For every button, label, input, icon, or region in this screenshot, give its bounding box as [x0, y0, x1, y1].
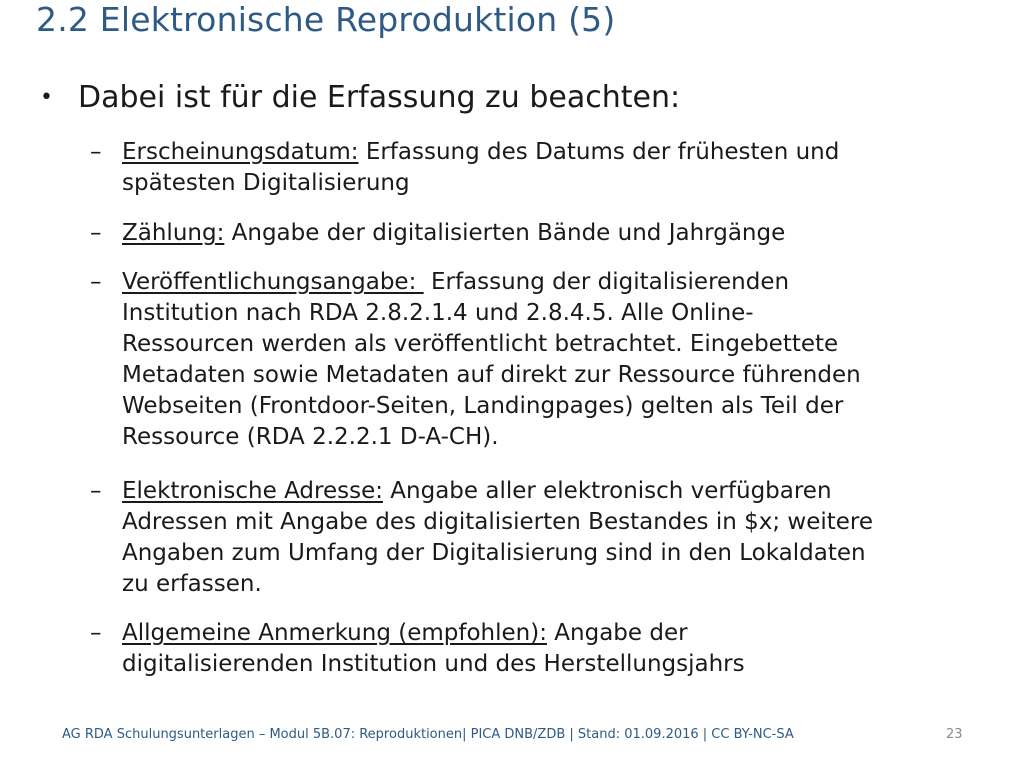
main-point-text: Dabei ist für die Erfassung zu beachten:: [78, 80, 681, 115]
list-item-line: Metadaten sowie Metadaten auf direkt zur Ressource führenden: [122, 362, 861, 388]
list-item-text: Erfassung der digitalisierenden: [430, 269, 790, 295]
list-item-line: Angaben zum Umfang der Digitalisierung sind in den Lokaldaten: [122, 540, 866, 566]
list-item-line: [122, 137, 982, 168]
list-item-term: Veröffentlichungsangabe:: [122, 269, 424, 295]
list-item-term: Zählung:: [122, 220, 225, 246]
list-item-body: [122, 618, 982, 680]
slide-footer: AG RDA Schulungsunterlagen – Modul 5B.07: Reproduktionen| PICA DNB/ZDB | Stand: 01.09.2016 | CC BY-NC-SA: [62, 727, 794, 742]
list-item-line: [122, 218, 982, 249]
dash-icon: –: [90, 620, 102, 646]
list-item-term: Erscheinungsdatum:: [122, 139, 359, 165]
bullet-icon: •: [40, 85, 53, 110]
list-item-text: Angabe der digitalisierten Bände und Jahrgänge: [231, 220, 786, 246]
list-item-text: Erfassung des Datums der frühesten und: [365, 139, 840, 165]
list-item-text: Angabe der: [554, 620, 688, 646]
list-item-line: Adressen mit Angabe des digitalisierten Bestandes in $x; weitere: [122, 509, 874, 535]
dash-icon: –: [90, 139, 102, 165]
page-number: 23: [946, 727, 963, 742]
list-item-line: [122, 267, 982, 298]
list-item-term: Allgemeine Anmerkung (empfohlen):: [122, 620, 547, 646]
list-item-line: Webseiten (Frontdoor-Seiten, Landingpages) gelten als Teil der: [122, 393, 844, 419]
list-item-term: Elektronische Adresse:: [122, 478, 383, 504]
dash-icon: –: [90, 220, 102, 246]
list-item-body: [122, 476, 982, 600]
list-item-body: [122, 137, 982, 199]
slide-title: 2.2 Elektronische Reproduktion (5): [36, 0, 616, 39]
dash-icon: –: [90, 478, 102, 504]
list-item-line: spätesten Digitalisierung: [122, 170, 410, 196]
list-item-line: digitalisierenden Institution und des Herstellungsjahrs: [122, 651, 745, 677]
list-item-text: Angabe aller elektronisch verfügbaren: [390, 478, 832, 504]
list-item-line: [122, 618, 982, 649]
list-item-line: Institution nach RDA 2.8.2.1.4 und 2.8.4.5. Alle Online-: [122, 300, 754, 326]
list-item-line: [122, 476, 982, 507]
list-item-line: Ressourcen werden als veröffentlicht betrachtet. Eingebettete: [122, 331, 839, 357]
list-item-line: zu erfassen.: [122, 571, 262, 597]
dash-icon: –: [90, 269, 102, 295]
list-item-line: Ressource (RDA 2.2.2.1 D-A-CH).: [122, 424, 499, 450]
list-item-body: [122, 267, 982, 453]
list-item-body: [122, 218, 982, 249]
